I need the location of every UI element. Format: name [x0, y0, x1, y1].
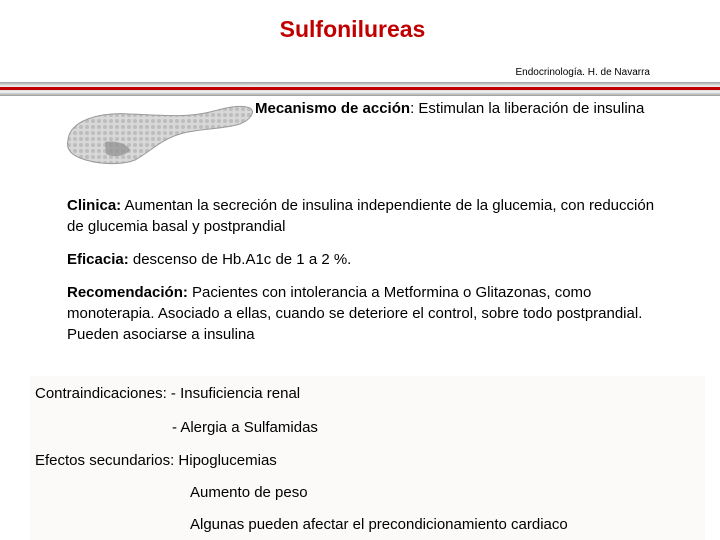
side-effects-line: Algunas pueden afectar el precondicionamiento cardiaco: [190, 516, 568, 533]
section-label: Recomendación:: [67, 284, 188, 301]
pancreas-illustration: [60, 100, 260, 170]
section-clinica: [67, 195, 657, 237]
mechanism-of-action: [255, 100, 644, 117]
pancreas-shape: [68, 106, 253, 163]
contraindications-line: - Alergia a Sulfamidas: [172, 419, 318, 436]
section-text: Pacientes con intolerancia a Metformina o Glitazonas, como monoterapia. Asociado a ellas, cuando se deteriore el control, sobre todo postprandial. Pueden asociarse a insulina: [67, 284, 643, 343]
section-label: Clinica:: [67, 197, 122, 214]
header-accent-line: [0, 87, 720, 90]
section-label: Eficacia:: [67, 251, 129, 268]
mechanism-text: : Estimulan la liberación de insulina: [410, 100, 645, 117]
source-label: Endocrinología. H. de Navarra: [515, 67, 650, 78]
slide-title: Sulfonilureas: [279, 16, 426, 42]
side-effects-line: Aumento de peso: [190, 484, 308, 501]
side-effects-line: Efectos secundarios: Hipoglucemias: [35, 452, 277, 469]
section-recomendacion: [67, 282, 657, 345]
section-text: Aumentan la secreción de insulina independiente de la glucemia, con reducción de glucemia basal y postprandial: [67, 197, 655, 235]
section-eficacia: [67, 249, 657, 270]
section-text: descenso de Hb.A1c de 1 a 2 %.: [128, 251, 352, 268]
contraindications-line: Contraindicaciones: - Insuficiencia renal: [35, 385, 301, 402]
mechanism-label: Mecanismo de acción: [255, 100, 411, 117]
